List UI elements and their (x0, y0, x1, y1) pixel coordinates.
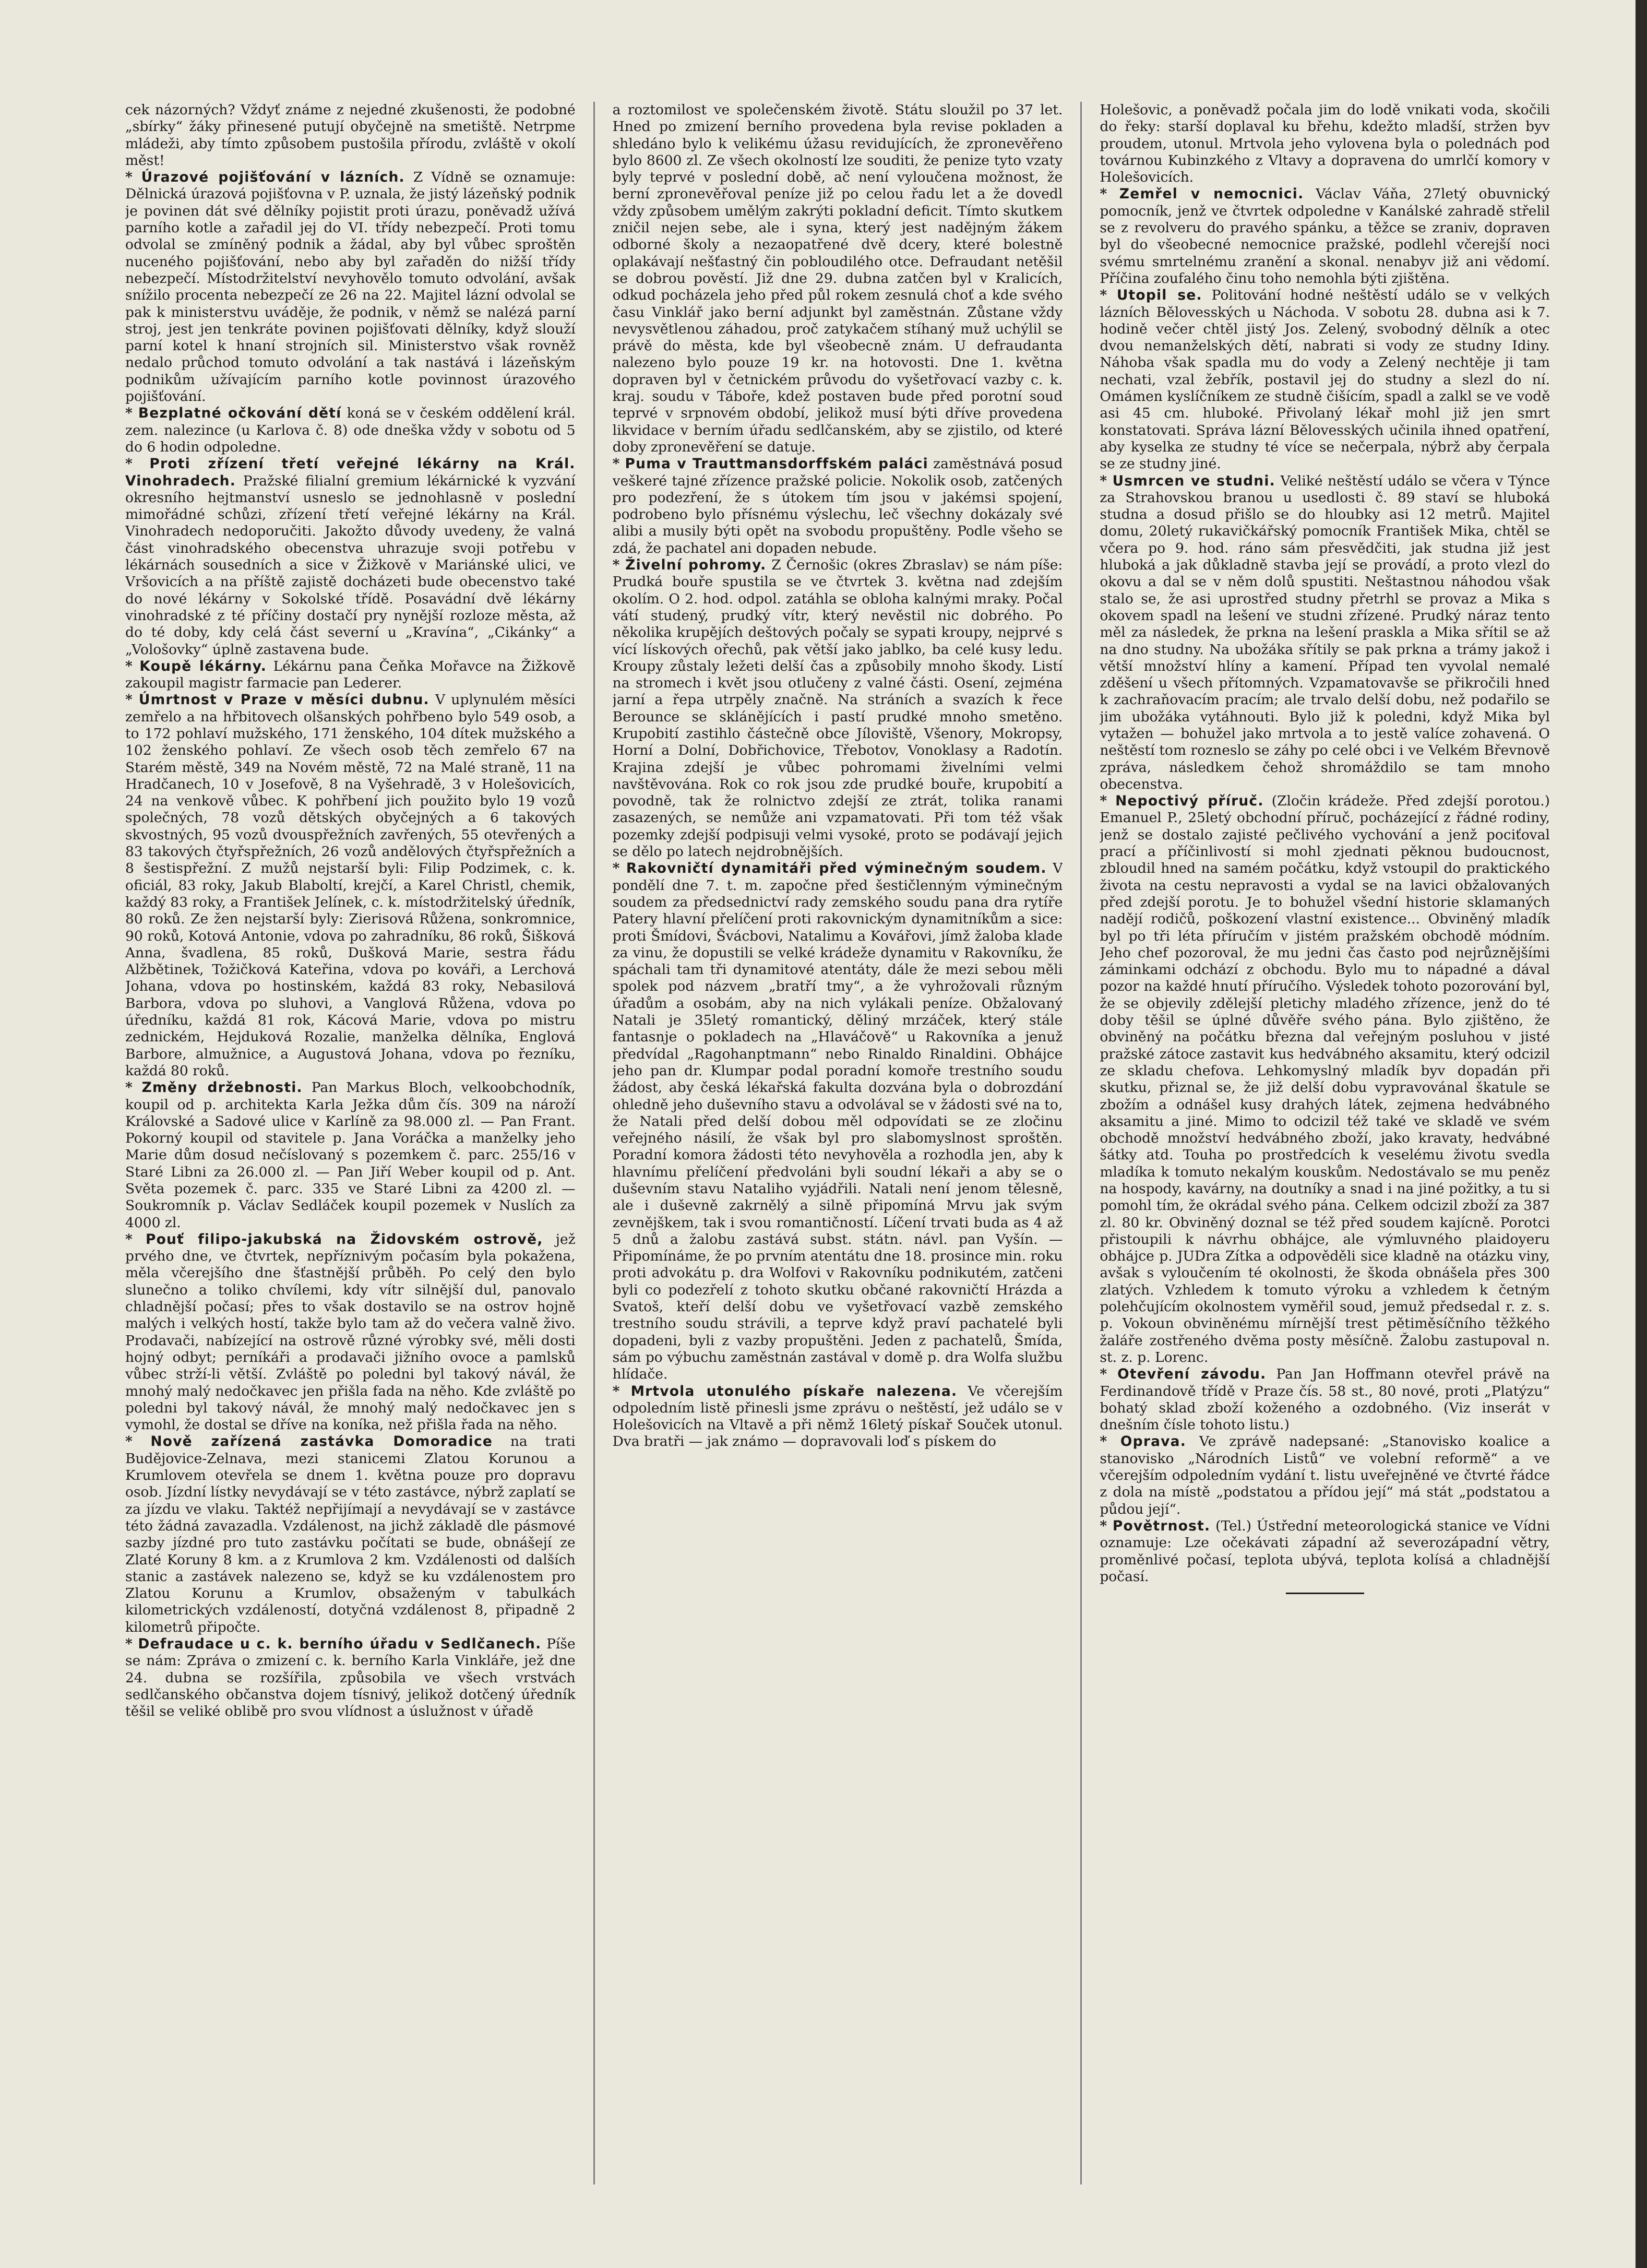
article-bullet: * (1100, 1433, 1120, 1450)
article-body-text: Pan Jan Hoffmann otevřel právě na Ferdinandově třídě v Praze čís. 58 st., 80 nové, proti „Platýzu“ bohatý sklad zboží koženého a ozdobného. (Viz inserát v dnešním čísle tohoto listu.) (1100, 1366, 1550, 1433)
article-paragraph (1100, 793, 1550, 1366)
article-body-text: Politování hodné neštěstí událo se v velkých lázních Bělovesských u Náchoda. V sobotu 28. dubna asi k 7. hodině večer chtěl jistý Jos. Zelený, svobodný dělník a otec dvou nemanželských dětí, nabrati si vody ze studny Idiny. Náhoba však spadla mu do vody a Zelený nechtěje ji tam nechati, vzal žebřík, postavil jej do studny a slezl do ní. Omámen kyslíčníkem ze studně čišícím, spadl a zalkl se ve vodě asi 45 cm. hluboké. Přivolaný lékař mohl již jen smrt konstatovati. Správa lázní Bělovesských učinila ihned opatření, aby kyselka ze studny té více se nečerpala, nýbrž aby čerpala se ze studny jiné. (1100, 287, 1550, 472)
article-body-text: Z Vídně se oznamuje: Dělnická úrazová pojišťovna v P. uznala, že jistý lázeňský podnik je povinen dát své dělníky pojistit proti úrazu, poněvadž užívá parního kotle a zařadil jej do VI. třídy nebezpečí. Proti tomu odvolal se zmíněný podnik a žádal, aby byl vůbec sproštěn nuceného pojišťování, nebo aby byl zařaděn do nižší třídy nebezpečí. Místodržitelství nevyhovělo tomuto odvolání, avšak snížilo procenta nebezpečí ze 26 na 22. Majitel lázní odvolal se pak k ministerstvu uváděje, že podnik, v němž se nalézá parní stroj, jest jen tenkráte povinen pojišťovati dělníky, když slouží parní kotel k hnaní strojních sil. Ministerstvo však rovněž nedalo průchod tomuto odvolání a tak nastává i lázeňským podnikům užívajícím parního kotle povinnost úrazového pojišťování. (125, 169, 576, 405)
article-body-text: V pondělí dne 7. t. m. započne před šestičlenným výminečným soudem za předsednictví rady zemského soudu pana dra rytíře Patery hlavní přelíčení proti rakovnickým dynamitníkům a sice: proti Šmídovi, Švácbovi, Natalimu a Kovářovi, jímž žaloba klade za vinu, že dopustili se velké krádeže dynamitu v Rakovníku, že spáchali tam tři dynamitové atentáty, dále že mezi sebou měli spolek pod názvem „bratří tmy“, a že vyhrožovali různým úřadům a osobám, aby na nich vylákali peníze. Obžalovaný Natali je 35letý romantický, děliný mrzáček, který stále fantasnje o pokladech na „Hlaváčově“ u Rakovníka a jenuž předvídal „Ragohanptmann“ nebo Rinaldo Rinaldini. Obhájce jeho pan dr. Klumpar podal poradní komoře trestního soudu žádost, aby česká lékařská fakulta dozvána byla o dobrozdání ohledně jeho duševního stavu a odvolával se v žádosti své na to, že Natali před delší dobou měl odpovídati se ze zločinu veřejného násilí, že však byl pro slabomyslnost sproštěn. Poradní komora žádosti této nevyhověla a rozhodla jen, aby k hlavnímu přelíčení předvoláni byli soudní lékaři a aby se o duševním stavu Nataliho vyjádřili. Natali není jenom tělesně, ale i duševně zakrnělý a silně připomíná Mrvu jak svým zevnějškem, tak i svou romantičností. Líčení trvati buda as 4 až 5 dnů a žalobu zastává subst. státn. návl. pan Vyšín. — Připomínáme, že po prvním atentátu dne 18. prosince min. roku proti advokátu p. dra Wolfovi v Rakovníku podnikutém, zatčeni byli co podezřelí z tohoto skutku občané rakovničtí Hrázda a Svatoš, kteří delší dobu ve vyšetřovací vazbě zemského trestního soudu strávili, a teprve když praví pachatelé byli dopadeni, byli z vazby propuštěni. Jeden z pachatelů, Šmída, sám po výbuchu zaměstnán zastával v domě p. dra Wolfa službu hlídače. (612, 860, 1063, 1383)
article-paragraph (125, 692, 576, 1079)
article-body-text: a roztomilost ve společenském životě. Státu sloužil po 37 let. Hned po zmizení berního provedena byla revise pokladen a shledáno bylo k velikému úžasu revidujících, že zpronevěřeno bylo 8600 zl. Ze všech okolností lze souditi, že penize tyto vzaty byly teprvé v poslední době, ač není vyloučena možnost, že berní zpronevěřoval peníze již po celou řadu let a že dovedl vždy způsobem umělým zakrýti pokladní deficit. Tímto skutkem zničil nejen sebe, ale i syna, který jest nadějným žákem odborné školy a nezaopatřené dvě dcery, které bolestně oplakávají nešťastný čin pobloudilého otce. Defraudant netěšil se dobrou pověstí. Již dne 29. dubna zatčen byl v Kralicích, odkud pocházela jeho před půl rokem zesnulá choť a kde svého času Vinklář jako berní adjunkt byl zaměstnán. Zůstane vždy nevysvětlenou záhadou, proč zatykačem stíhaný muž uchýlil se právě do města, kde byl všeobecně znám. U defraudanta nalezeno bylo pouze 19 kr. na hotovosti. Dne 1. května dopraven byl v četnickém průvodu do vyšetřovací vazby c. k. kraj. soudu v Táboře, kdež postaven bude před porotní soud teprvé v srpnovém období, jelikož musí býti dříve provedena likvidace v berním úřadu sedlčanském, aby se zjistilo, od které doby zpronevěření se datuje. (612, 102, 1063, 455)
article-headline: Nepoctivý příruč. (1115, 793, 1264, 810)
article-paragraph (1100, 1433, 1550, 1517)
article-bullet: * (1100, 1517, 1113, 1534)
article-bullet: * (1100, 1366, 1118, 1383)
article-headline: Úrazové pojišťování v lázních. (141, 169, 405, 186)
article-body-text: (Zločin krádeže. Před zdejší porotou.) Emanuel P., 25letý obchodní příruč, pocházející z řádné rodiny, jenž se dostalo zajisté pečlivého vychování a jenž pociťoval prací a příčinlivostí si mohl zjednati pěknou budoucnost, zbloudil hned na samém počátku, když vstoupil do praktického života na cestu nepravosti a vydal se na lavici obžalovaných před zdejší porotu. Je to bohužel všední historie sklamaných nadějí rodičů, poškození vlastní existence... Obviněný mladík byl po tři léta příručím v jistém pražském obchodě módním. Jeho chef pozoroval, že mu jedni čas často pod nejrůznějšími záminkami odchází z obchodu. Bylo mu to nápadné a dával pozor na každé hnutí příručího. Výsledek tohoto pozorování byl, že se objevily zdělejší pletichy mladého zřízence, jenž do té doby těšil se úplné důvěře svého pána. Bylo zjištěno, že obviněný na počátku března dal veřejným posluhou v jisté pražské zátoce zastavit kus hedvábného aksamitu, který odcizil ze skladu chefova. Lehkomyslný mladík byv dopadán při skutku, přiznal se, že již delší dobu vypravovánal škatule se zbožím a odnášel kusy drahých látek, zejmena hedvábného aksamitu a jiné. Mimo to odcizil též také ve skladě ve svém obchodě množství hedvábného zboží, jako kravaty, hedvábné šátky atd. Touha po prostředcích k veselému životu svedla mladíka k tomuto nekalým kouskům. Nedostávalo se mu peněz na hospody, kavárny, na doutníky a snad i na jiné požitky, a tu si pomohl tím, že okrádal svého pána. Celkem odcizil zboží za 387 zl. 80 kr. Obviněný doznal se též před soudem kajícně. Porotci přistoupili k návrhu obhájce, ale výmluvného plaidoyeru obhájce p. JUDra Zítka a odpověděli sice kladně na otázku viny, avšak s vyloučením té okolnosti, že škoda obnášela přes 300 zlatých. Vzhledem k tomuto výroku a vzhledem k četným polehčujícím okolnostem vyměřil soud, jemuž předsedal r. z. s. p. Vokoun obviněnému mírnější trest pětiměsíčního těžkého žaláře zostřeného dvěma posty měsíčně. Žalobu zastupoval n. st. z. p. Lorenc. (1100, 793, 1550, 1365)
article-bullet: * (125, 692, 139, 708)
article-body-text: Ve včerejším odpoledním listě přinesli jsme zprávu o neštěstí, jež událo se v Holešovicích na Vltavě a při němž 16letý pískař Souček utonul. Dva bratři — jak známo — dopravovali loď s pískem do (612, 1383, 1063, 1450)
column-left (125, 102, 576, 2184)
article-paragraph (125, 1079, 576, 1231)
article-body-text: Z Černošic (okres Zbraslav) se nám píše: Prudká bouře spustila se ve čtvrtek 3. května nad zdejším okolím. O 2. hod. odpol. zatáhla se obloha kalnými mraky. Počal vátí studený, prudký vítr, který nevěstil nic dobrého. Po několika krupějích deštových počaly se sypati kroupy, nejprvé s vící lískových ořechů, pak větší jako jablko, ba celé kusy ledu. Kroupy zůstaly ležeti delší čas a způsobily mnoho škody. Listí na stromech i květ jsou otlučeny z valné části. Osení, zejména jarní a řepa utrpěly značně. Na stráních a svazích k řece Berounce se sklánějících i pastí prudké mnoho smetěno. Krupobití zastihlo částečně obce Jíloviště, Všenory, Mokropsy, Horní a Dolní, Dobřichovice, Třebotov, Vonoklasy a Radotín. Krajina zdejší je vůbec pohromami živelními velmi navštěvována. Rok co rok jsou zde prudké bouře, krupobití a povodně, tak že rolnictvo zdejší ze ztrát, tolika ranami zasazených, se nemůže ani vzpamatovati. Při tom též však pozemky zdejší podpisuji velmi vysoké, proto se podávají jejich se dělo po latech nejdrobnějších. (612, 557, 1063, 860)
article-headline: Změny držebnosti. (141, 1079, 303, 1096)
article-paragraph (125, 102, 576, 169)
article-paragraph (1100, 1518, 1550, 1585)
article-headline: Zemřel v nemocnici. (1119, 186, 1304, 203)
article-paragraph (125, 658, 576, 692)
article-paragraph (125, 1636, 576, 1720)
article-body-text: Pražské filialní gremium lékárnické k vyzvání okresního hejtmanství usneslo se jednohlasně v poslední mimořádné schůzi, zřízení třetí veřejné lékárny na Král. Vinohradech nedoporučiti. Jakožto důvody uvedeny, že valná část vinohradského obecenstva uhrazuje svoji potřebu v lékárnách sousedních a sice v Žižkově v Mariánské ulici, ve Vršovicích a na příště zajistě docházeti bude obecenstvo také do nové lékárny v Sokolské třídě. Posavádní dvě lékárny vinohradské z té příčiny dostačí pry nynější rozloze města, až do té doby, kdy celá část severní u „Kravína“, „Cikánky“ a „Vološovky“ úplně zastavena bude. (125, 472, 576, 658)
article-paragraph (1100, 186, 1550, 287)
column-right (1100, 102, 1550, 2184)
article-body-text: V uplynulém měsíci zemřelo a na hřbitovech olšanských pohřbeno bylo 549 osob, a to 172 pohlaví mužského, 171 ženského, 104 dítek mužského a 102 ženského pohlaví. Ze všech osob těch zemřelo 67 na Starém městě, 349 na Novém městě, 72 na Malé straně, 11 na Hradčanech, 10 v Josefově, 8 na Vyšehradě, 3 v Holešovicích, 24 na venkově vůbec. K pohřbení jich použito bylo 19 vozů společných, 78 vozů dětských obyčejných a 6 takových skvostných, 95 vozů dvouspřežních zavřených, 55 otevřených a 83 takových čtyřspřežních, 26 vozů andělových čtyřspřežních a 8 šestispřežní. Z mužů nejstarší byli: Filip Podzimek, c. k. oficiál, 83 roky, Jakub Blaboltí, krejčí, a Karel Christl, chemik, každý 83 roky, a František Jelínek, c. k. místodržitelský úředník, 80 roků. Ze žen nejstarší byly: Zierisová Růžena, sonkromnice, 90 roků, Kotová Antonie, vdova po zahradníku, 86 roků, Šišková Anna, švadlena, 85 roků, Dušková Marie, sestra řádu Alžbětinek, Tožičková Kateřina, vdova po kováři, a Lerchová Johana, vdova po hostinském, každá 83 roky, Nebasilová Barbora, vdova po sluhovi, a Vanglová Růžena, vdova po úředníku, každá 81 rok, Kácová Marie, vdova po mistru zednickém, Hejduková Rozalie, manželka dělníka, Englová Barbore, almužnice, a Augustová Johana, vdova po řezníku, každá 80 roků. (125, 692, 576, 1079)
article-paragraph (613, 456, 1063, 557)
article-body-text: jež prvého dne, ve čtvrtek, nepříznivým počasím byla pokažena, měla včerejšího dne šťastnější průběh. Po celý den bylo slunečno a toliko chvílemi, kdy vítr silnější dul, panovalo chladnější počasí; přes to však dostavilo se na ostrov hojně malých i velkých hostí, takže bylo tam až do večera valně živo. Prodavači, nabízející na ostrově různé výrobky své, měli dosti hojný odbyt; perníkáři a prodavači jižního ovoce a pamlsků vůbec strží-li větší. Zvláště po poledni byl takový návál, že mnohý malý nedočkavec jen přišla fada na něho. Kde zvláště po poledni byl takový návál, že mnohý malý nedočkavec jen s vymohl, že dostal se dříve na koníka, než přišla řada na něho. (125, 1231, 576, 1433)
article-headline: Oprava. (1120, 1433, 1186, 1450)
article-bullet: * (125, 456, 150, 472)
article-body-text: Veliké neštěstí událo se včera v Týnce za Strahovskou branou u usedlosti č. 89 staví se hluboká studna a dosud přišlo se do hloubky asi 12 metrů. Majitel domu, 20letý rukavičkářský pomocník František Mika, chtěl se včera po 9. hod. ráno sám přesvědčiti, jak studna již jest hluboká a jak důkladně stavba její se provádí, a proto vlezl do okovu a dal se v něm dolů spustiti. Neštastnou náhodou však stalo se, že asi uprostřed studny přetrhl se provaz a Mika s okovem spadl na lešení ve studni zřízené. Prudký náraz tento měl za následek, že prkna na lešení praskla a Mika sřítil se až na dno studny. Na ubožáka sřítily se pak prkna a trámy jakož i větší množství hlíny a kamení. Případ ten vyvolal nemalé zděšení u všech přítomných. Vzpamatovavše se přikročili hned k zachraňovacím pracím; ale trvalo delší dobu, než podařilo se jim ubožáka vytáhnouti. Bylo již k poledni, když Mika byl vytažen — bohužel jako mrtvola a to jestě valíce zohavená. O neštěstí tom rozneslo se záhy po celé obci i ve Velkém Břevnově zpráva, následkem čehož shromáždilo se tam mnoho obecenstva. (1100, 472, 1550, 792)
article-headline: Defraudace u c. k. berního úřadu v Sedlčanech. (138, 1636, 542, 1653)
article-paragraph (613, 860, 1063, 1383)
article-paragraph (1100, 1366, 1550, 1433)
article-bullet: * (125, 1231, 146, 1248)
article-paragraph (125, 456, 576, 658)
article-body-text: Václav Váňa, 27letý obuvnický pomocník, jenž ve čtvrtek odpoledne v Kanálské zahradě střelil se z revolveru do pravého spánku, a těžce se zraniv, dopraven byl do všeobecné nemocnice pražské, podlehl včerejší noci svému smrtelnému zranění a skonal. nenabyv již ani vědomí. Příčina zoufalého činu toho nemohla býti zjištěna. (1100, 186, 1550, 287)
article-bullet: * (612, 1383, 631, 1399)
article-bullet: * (612, 860, 626, 877)
article-paragraph (1100, 287, 1550, 472)
article-bullet: * (125, 658, 140, 674)
article-headline: Koupě lékárny. (139, 658, 267, 674)
article-body-text: (Tel.) Ústřední meteorologická stanice ve Vídni oznamuje: Lze očekávati západní až severozápadní větry, proměnlivé počasí, teplota ubývá, teplota kolísá a chladnější počasí. (1100, 1517, 1550, 1585)
column-divider (1080, 102, 1082, 2184)
article-bullet: * (612, 456, 625, 472)
article-paragraph (125, 1231, 576, 1434)
article-bullet: * (125, 1079, 142, 1096)
article-body-text: Ve zprávě nadepsané: „Stanovisko koalice a stanovisko „Národních Listů“ ve volební reformě“ a ve včerejším odpoledním vydání t. listu uveřejněné ve čtvrté řádce z dola na místě „podstatou a přídou její“ má stát „podstatou a půdou její“. (1100, 1433, 1550, 1517)
article-paragraph (1100, 102, 1550, 186)
article-bullet: * (125, 169, 141, 186)
article-body-text: zaměstnává posud veškeré tajné zřízence pražské policie. Nokolik osob, zatčených pro podezření, že s útokem tím jsou v jakémsi spojení, podrobeno bylo přísnému výslechu, leč všechny dokázaly své alibi a musily býti opět na svobodu propuštěny. Podle všeho se zdá, že pachatel ani dopaden nebude. (612, 456, 1063, 556)
end-rule (1286, 1593, 1364, 1594)
article-headline: Proti zřízení třetí veřejné lékárny na Král. Vinohradech. (125, 456, 576, 489)
article-body-text: Pan Markus Bloch, velkoobchodník, koupil od p. architekta Karla Ježka dům čís. 309 na nároží Královské a Sadové ulice v Karlíně za 98.000 zl. — Pan Frant. Pokorný koupil od stavitele p. Jana Voráčka a manželky jeho Marie dům dosud nečíslovaný s pozemkem č. parc. 255/16 v Staré Libni za 26.000 zl. — Pan Jiří Weber koupil od p. Ant. Světa pozemek č. parc. 335 ve Staré Libni za 4200 zl. — Soukromník p. Václav Sedláček koupil pozemek v Nuslích za 4000 zl. (125, 1079, 576, 1231)
article-headline: Mrtvola utonulého pískaře nalezena. (630, 1383, 958, 1399)
article-paragraph (613, 557, 1063, 860)
article-headline: Živelní pohromy. (625, 557, 767, 574)
article-headline: Rakovničtí dynamitáři před výminečným soudem. (626, 860, 1047, 877)
article-headline: Puma v Trauttmansdorffském paláci (625, 456, 928, 472)
article-paragraph (125, 405, 576, 456)
article-body-text: Holešovic, a poněvadž počala jim do lodě vnikati voda, skočili do řeky: starší doplaval ku břehu, kdežto mladší, stržen byv proudem, utonul. Mrtvola jeho vylovena byla o polednách pod továrnou Kubinzkého z Vltavy a dopravena do umrlčí komory v Holešovicích. (1100, 102, 1550, 186)
article-body-text: cek názorných? Vždyť známe z nejedné zkušenosti, že podobné „sbírky“ žáky přinesené putují obyčejně na smetiště. Netrpme mládeži, aby tímto způsobem pustošila přírodu, zvláště v okolí měst! (125, 102, 576, 169)
article-body-text: Lékárnu pana Čeňka Mořavce na Žižkově zakoupil magistr farmacie pan Lederer. (125, 658, 576, 692)
article-bullet: * (125, 1636, 138, 1653)
article-paragraph (125, 169, 576, 405)
article-bullet: * (125, 1433, 151, 1450)
article-columns (125, 102, 1550, 2184)
article-bullet: * (612, 557, 626, 574)
article-headline: Pouť filipo-jakubská na Židovském ostrově, (145, 1231, 543, 1248)
column-middle (613, 102, 1063, 2184)
article-paragraph (1100, 473, 1550, 793)
article-bullet: * (1100, 186, 1119, 203)
article-paragraph (613, 102, 1063, 456)
article-headline: Úmrtnost v Praze v měsíci dubnu. (138, 692, 429, 708)
article-headline: Utopil se. (1116, 287, 1202, 304)
article-headline: Bezplatné očkování dětí (138, 405, 342, 422)
column-divider (593, 102, 595, 2184)
article-bullet: * (1100, 472, 1113, 489)
article-body-text: Píše se nám: Zpráva o zmizení c. k. berního Karla Vinkláře, jež dne 24. dubna se rozšířila, způsobila ve všech vrstvách sedlčanského občanstva dojem tísnivý, jelikož dotčený úředník těšil se veliké oblibě pro svou vlídnost a úslužnost v úřadě (125, 1636, 576, 1720)
article-headline: Povětrnost. (1112, 1517, 1211, 1534)
article-bullet: * (1100, 793, 1116, 810)
article-paragraph (125, 1433, 576, 1636)
article-paragraph (613, 1383, 1063, 1451)
article-headline: Nově zařízená zastávka Domoradice (150, 1433, 493, 1450)
article-body-text: koná se v českém oddělení král. zem. nalezince (u Karlova č. 8) ode dneška vždy v sobotu od 5 do 6 hodin odpoledne. (125, 405, 576, 455)
article-body-text: na trati Budějovice-Zelnava, mezi stanicemi Zlatou Korunou a Krumlovem otevřela se dnem 1. května pouze pro dopravu osob. Jízdní lístky nevydávají se v této zastávce, nýbrž zaplatí se za jízdu ve vlaku. Taktéž nepřijímají a nevydávají se v zastávce této žádná zavazadla. Vzdálenost, na jichž základě dle pásmové sazby jízdné pro tuto zastávku počítati se bude, obnášejí ze Zlaté Koruny 8 km. a z Krumlova 2 km. Vzdálenosti od dalších stanic a zastávek nalezeno se, když se ku vzdálenostem pro Zlatou Korunu a Krumlov, obsaženým v tabulkách kilometrických vzdáleností, dotyčná vzdálenost 8, připadně 2 kilometrů připočte. (125, 1433, 576, 1635)
scan-edge (1636, 0, 1647, 2268)
article-bullet: * (1100, 287, 1117, 304)
article-headline: Otevření závodu. (1117, 1366, 1267, 1383)
article-headline: Usmrcen ve studni. (1112, 472, 1275, 489)
article-bullet: * (125, 405, 138, 422)
